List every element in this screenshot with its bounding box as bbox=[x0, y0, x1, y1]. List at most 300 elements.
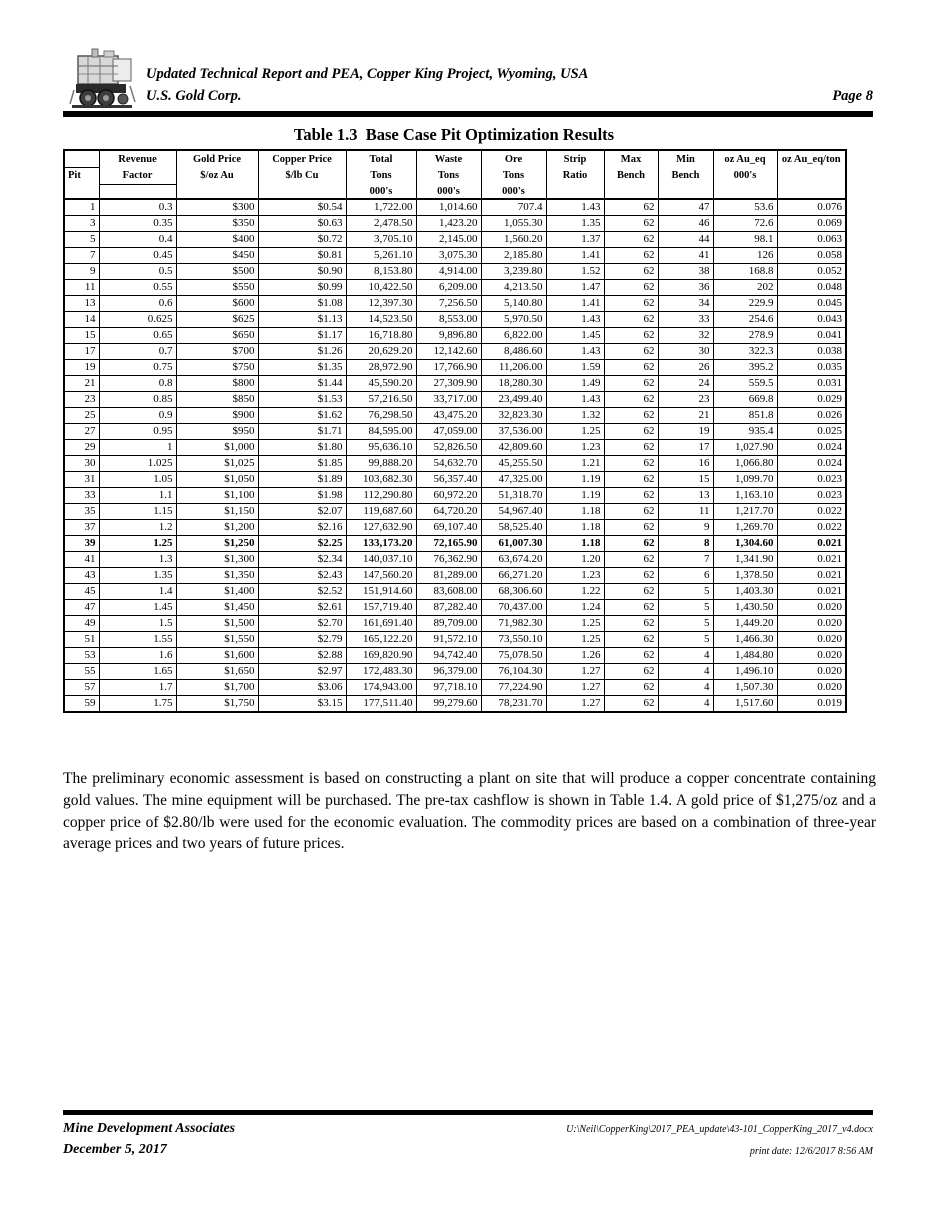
table-cell: 45 bbox=[64, 584, 99, 600]
table-cell: $2.25 bbox=[258, 536, 346, 552]
table-cell: 9 bbox=[64, 264, 99, 280]
table-cell: 28,972.90 bbox=[346, 360, 416, 376]
header-cell bbox=[658, 184, 713, 199]
table-cell: 0.9 bbox=[99, 408, 176, 424]
table-cell: 30 bbox=[64, 456, 99, 472]
table-cell: 0.048 bbox=[777, 280, 846, 296]
table-cell: $2.16 bbox=[258, 520, 346, 536]
table-cell: 322.3 bbox=[713, 344, 777, 360]
table-cell: $2.52 bbox=[258, 584, 346, 600]
table-cell: 3,705.10 bbox=[346, 232, 416, 248]
table-cell: 37 bbox=[64, 520, 99, 536]
table-cell: 1.2 bbox=[99, 520, 176, 536]
table-cell: 395.2 bbox=[713, 360, 777, 376]
table-cell: 81,289.00 bbox=[416, 568, 481, 584]
table-cell: 127,632.90 bbox=[346, 520, 416, 536]
table-cell: $0.54 bbox=[258, 199, 346, 216]
table-cell: 1.75 bbox=[99, 696, 176, 713]
table-cell: 0.022 bbox=[777, 504, 846, 520]
table-cell: 2,185.80 bbox=[481, 248, 546, 264]
table-cell: 1.27 bbox=[546, 696, 604, 713]
table-cell: 0.7 bbox=[99, 344, 176, 360]
table-cell: 69,107.40 bbox=[416, 520, 481, 536]
table-cell: $1,050 bbox=[176, 472, 258, 488]
table-cell: 53 bbox=[64, 648, 99, 664]
table-cell: 33 bbox=[64, 488, 99, 504]
table-cell: $1.89 bbox=[258, 472, 346, 488]
table-cell: 4 bbox=[658, 680, 713, 696]
table-row bbox=[64, 296, 846, 312]
table-cell: 62 bbox=[604, 552, 658, 568]
table-cell: 58,525.40 bbox=[481, 520, 546, 536]
table-cell: $350 bbox=[176, 216, 258, 232]
table-cell: 0.076 bbox=[777, 199, 846, 216]
table-cell: 2,478.50 bbox=[346, 216, 416, 232]
table-cell: 52,826.50 bbox=[416, 440, 481, 456]
table-row bbox=[64, 520, 846, 536]
table-row bbox=[64, 472, 846, 488]
table-row bbox=[64, 424, 846, 440]
table-cell: 177,511.40 bbox=[346, 696, 416, 713]
table-cell: 0.45 bbox=[99, 248, 176, 264]
table-cell: 62 bbox=[604, 696, 658, 713]
table-cell: 21 bbox=[658, 408, 713, 424]
table-cell: 23,499.40 bbox=[481, 392, 546, 408]
table-cell: 0.4 bbox=[99, 232, 176, 248]
table-cell: 1,560.20 bbox=[481, 232, 546, 248]
table-cell: 47,325.00 bbox=[481, 472, 546, 488]
table-cell: 62 bbox=[604, 648, 658, 664]
table-cell: 0.026 bbox=[777, 408, 846, 424]
table-cell: 1.65 bbox=[99, 664, 176, 680]
table-cell: 70,437.00 bbox=[481, 600, 546, 616]
table-cell: 0.043 bbox=[777, 312, 846, 328]
table-cell: 0.55 bbox=[99, 280, 176, 296]
header-rule bbox=[63, 111, 873, 117]
table-cell: $1,250 bbox=[176, 536, 258, 552]
table-cell: 9,896.80 bbox=[416, 328, 481, 344]
header-cell bbox=[64, 184, 99, 199]
table-cell: 1 bbox=[64, 199, 99, 216]
table-cell: 1,423.20 bbox=[416, 216, 481, 232]
table-cell: 1.45 bbox=[99, 600, 176, 616]
table-cell: 66,271.20 bbox=[481, 568, 546, 584]
table-cell: 112,290.80 bbox=[346, 488, 416, 504]
table-row bbox=[64, 264, 846, 280]
table-row bbox=[64, 344, 846, 360]
table-cell: 1.25 bbox=[99, 536, 176, 552]
table-row bbox=[64, 488, 846, 504]
table-cell: 62 bbox=[604, 344, 658, 360]
table-cell: 669.8 bbox=[713, 392, 777, 408]
table-cell: 1.23 bbox=[546, 440, 604, 456]
table-cell: 0.045 bbox=[777, 296, 846, 312]
table-cell: 1.52 bbox=[546, 264, 604, 280]
table-cell: 1,403.30 bbox=[713, 584, 777, 600]
table-cell: 0.35 bbox=[99, 216, 176, 232]
table-cell: 1.7 bbox=[99, 680, 176, 696]
table-cell: 57,216.50 bbox=[346, 392, 416, 408]
table-cell: 1,055.30 bbox=[481, 216, 546, 232]
table-cell: 24 bbox=[658, 376, 713, 392]
table-cell: 172,483.30 bbox=[346, 664, 416, 680]
table-cell: $1.85 bbox=[258, 456, 346, 472]
table-cell: 1,163.10 bbox=[713, 488, 777, 504]
table-cell: 5,970.50 bbox=[481, 312, 546, 328]
table-cell: $1.71 bbox=[258, 424, 346, 440]
table-cell: 16,718.80 bbox=[346, 328, 416, 344]
table-cell: 62 bbox=[604, 584, 658, 600]
table-cell: 62 bbox=[604, 472, 658, 488]
table-cell: 83,608.00 bbox=[416, 584, 481, 600]
table-cell: 1.05 bbox=[99, 472, 176, 488]
table-cell: 54,632.70 bbox=[416, 456, 481, 472]
table-cell: $1,400 bbox=[176, 584, 258, 600]
table-cell: $600 bbox=[176, 296, 258, 312]
table-cell: 41 bbox=[658, 248, 713, 264]
table-cell: $1,350 bbox=[176, 568, 258, 584]
table-cell: 1,496.10 bbox=[713, 664, 777, 680]
table-cell: 0.3 bbox=[99, 199, 176, 216]
table-cell: 169,820.90 bbox=[346, 648, 416, 664]
table-cell: 8,153.80 bbox=[346, 264, 416, 280]
table-cell: 1.23 bbox=[546, 568, 604, 584]
table-cell: 1,378.50 bbox=[713, 568, 777, 584]
table-cell: $2.61 bbox=[258, 600, 346, 616]
table-cell: 43,475.20 bbox=[416, 408, 481, 424]
table-cell: 1.21 bbox=[546, 456, 604, 472]
table-cell: 5 bbox=[658, 616, 713, 632]
table-cell: 0.024 bbox=[777, 440, 846, 456]
table-cell: 98.1 bbox=[713, 232, 777, 248]
table-cell: 5 bbox=[658, 600, 713, 616]
table-cell: 1.26 bbox=[546, 648, 604, 664]
table-cell: $1.80 bbox=[258, 440, 346, 456]
table-cell: 6 bbox=[658, 568, 713, 584]
company-logo-icon bbox=[66, 46, 140, 112]
table-row bbox=[64, 456, 846, 472]
table-cell: 4 bbox=[658, 664, 713, 680]
table-row bbox=[64, 552, 846, 568]
table-cell: 62 bbox=[604, 392, 658, 408]
table-row bbox=[64, 568, 846, 584]
table-cell: $1,025 bbox=[176, 456, 258, 472]
company-name: U.S. Gold Corp. bbox=[146, 88, 242, 104]
table-cell: 1.025 bbox=[99, 456, 176, 472]
table-cell: $1.08 bbox=[258, 296, 346, 312]
header-cell: Waste bbox=[416, 150, 481, 167]
header-cell bbox=[713, 184, 777, 199]
table-row bbox=[64, 376, 846, 392]
table-cell: 9 bbox=[658, 520, 713, 536]
table-cell: $1.26 bbox=[258, 344, 346, 360]
header-cell: Min bbox=[658, 150, 713, 167]
footer-date: December 5, 2017 bbox=[63, 1142, 167, 1157]
table-cell: 278.9 bbox=[713, 328, 777, 344]
header-cell: Copper Price bbox=[258, 150, 346, 167]
table-cell: 161,691.40 bbox=[346, 616, 416, 632]
table-cell: 1,466.30 bbox=[713, 632, 777, 648]
table-cell: 72.6 bbox=[713, 216, 777, 232]
footer-company: Mine Development Associates bbox=[63, 1121, 236, 1136]
table-cell: 0.8 bbox=[99, 376, 176, 392]
table-cell: 133,173.20 bbox=[346, 536, 416, 552]
table-cell: 0.035 bbox=[777, 360, 846, 376]
table-cell: 13 bbox=[658, 488, 713, 504]
table-cell: $3.06 bbox=[258, 680, 346, 696]
table-cell: 11 bbox=[64, 280, 99, 296]
table-row bbox=[64, 199, 846, 216]
table-cell: 62 bbox=[604, 504, 658, 520]
table-cell: 62 bbox=[604, 440, 658, 456]
table-cell: 0.022 bbox=[777, 520, 846, 536]
table-cell: 51,318.70 bbox=[481, 488, 546, 504]
table-cell: 3,239.80 bbox=[481, 264, 546, 280]
table-cell: $0.99 bbox=[258, 280, 346, 296]
table-cell: 851.8 bbox=[713, 408, 777, 424]
table-cell: 935.4 bbox=[713, 424, 777, 440]
header-cell: $/oz Au bbox=[176, 167, 258, 184]
table-cell: 4 bbox=[658, 648, 713, 664]
table-cell: 62 bbox=[604, 280, 658, 296]
table-cell: 14,523.50 bbox=[346, 312, 416, 328]
table-row bbox=[64, 504, 846, 520]
table-cell: 36 bbox=[658, 280, 713, 296]
header-cell: oz Au_eq bbox=[713, 150, 777, 167]
table-cell: $1,150 bbox=[176, 504, 258, 520]
table-cell: $800 bbox=[176, 376, 258, 392]
table-cell: 0.6 bbox=[99, 296, 176, 312]
table-cell: 0.021 bbox=[777, 552, 846, 568]
table-cell: 13 bbox=[64, 296, 99, 312]
table-header bbox=[64, 150, 846, 199]
table-cell: 0.052 bbox=[777, 264, 846, 280]
table-cell: 1,484.80 bbox=[713, 648, 777, 664]
table-cell: 27,309.90 bbox=[416, 376, 481, 392]
table-cell: 0.025 bbox=[777, 424, 846, 440]
table-cell: 62 bbox=[604, 296, 658, 312]
table-row bbox=[64, 632, 846, 648]
table-cell: 27 bbox=[64, 424, 99, 440]
table-cell: 1.41 bbox=[546, 248, 604, 264]
table-cell: 8,553.00 bbox=[416, 312, 481, 328]
table-cell: 49 bbox=[64, 616, 99, 632]
table-cell: $650 bbox=[176, 328, 258, 344]
table-cell: 1.19 bbox=[546, 488, 604, 504]
table-cell: 0.021 bbox=[777, 584, 846, 600]
table-cell: 44 bbox=[658, 232, 713, 248]
table-cell: 1.19 bbox=[546, 472, 604, 488]
table-cell: 1.41 bbox=[546, 296, 604, 312]
header-cell: oz Au_eq/ton bbox=[777, 150, 846, 167]
table-row bbox=[64, 280, 846, 296]
table-cell: 18,280.30 bbox=[481, 376, 546, 392]
table-cell: 1.35 bbox=[546, 216, 604, 232]
table-row bbox=[64, 216, 846, 232]
table-cell: 0.020 bbox=[777, 616, 846, 632]
table-cell: 4,213.50 bbox=[481, 280, 546, 296]
table-cell: $0.81 bbox=[258, 248, 346, 264]
table-cell: 39 bbox=[64, 536, 99, 552]
table-cell: 17 bbox=[658, 440, 713, 456]
table-cell: 62 bbox=[604, 616, 658, 632]
table-row bbox=[64, 664, 846, 680]
table-cell: 7,256.50 bbox=[416, 296, 481, 312]
table-cell: 1,517.60 bbox=[713, 696, 777, 713]
table-cell: 62 bbox=[604, 600, 658, 616]
table-cell: 103,682.30 bbox=[346, 472, 416, 488]
table-cell: 64,720.20 bbox=[416, 504, 481, 520]
table-cell: 0.95 bbox=[99, 424, 176, 440]
table-cell: 119,687.60 bbox=[346, 504, 416, 520]
header-cell: Bench bbox=[658, 167, 713, 184]
table-cell: 53.6 bbox=[713, 199, 777, 216]
page-number: Page 8 bbox=[832, 88, 873, 104]
table-cell: $500 bbox=[176, 264, 258, 280]
table-cell: $1.98 bbox=[258, 488, 346, 504]
table-row bbox=[64, 312, 846, 328]
table-cell: 54,967.40 bbox=[481, 504, 546, 520]
table-cell: 99,279.60 bbox=[416, 696, 481, 713]
table-cell: 1,217.70 bbox=[713, 504, 777, 520]
table-cell: 32 bbox=[658, 328, 713, 344]
header-cell: 000's bbox=[481, 184, 546, 199]
header-cell bbox=[176, 184, 258, 199]
table-cell: 96,379.00 bbox=[416, 664, 481, 680]
table-cell: 5,140.80 bbox=[481, 296, 546, 312]
table-cell: 15 bbox=[64, 328, 99, 344]
table-cell: 34 bbox=[658, 296, 713, 312]
footer-file-path: U:\Neil\CopperKing\2017_PEA_update\43-101_CopperKing_2017_v4.docx bbox=[566, 1124, 873, 1135]
table-cell: 56,357.40 bbox=[416, 472, 481, 488]
table-cell: 17,766.90 bbox=[416, 360, 481, 376]
table-cell: 1,304.60 bbox=[713, 536, 777, 552]
table-cell: 3 bbox=[64, 216, 99, 232]
table-cell: 16 bbox=[658, 456, 713, 472]
table-cell: 76,362.90 bbox=[416, 552, 481, 568]
table-row bbox=[64, 232, 846, 248]
table-cell: $1,450 bbox=[176, 600, 258, 616]
table-cell: 7 bbox=[658, 552, 713, 568]
table-cell: 95,636.10 bbox=[346, 440, 416, 456]
table-cell: $1,750 bbox=[176, 696, 258, 713]
table-cell: 8,486.60 bbox=[481, 344, 546, 360]
table-cell: 76,298.50 bbox=[346, 408, 416, 424]
table-cell: 57 bbox=[64, 680, 99, 696]
header-cell: 000's bbox=[416, 184, 481, 199]
table-cell: 26 bbox=[658, 360, 713, 376]
report-title: Updated Technical Report and PEA, Copper King Project, Wyoming, USA bbox=[146, 66, 589, 82]
table-cell: 62 bbox=[604, 232, 658, 248]
table-cell: 31 bbox=[64, 472, 99, 488]
footer-print-date: print date: 12/6/2017 8:56 AM bbox=[749, 1146, 873, 1157]
table-cell: 1.25 bbox=[546, 616, 604, 632]
header-cell: 000's bbox=[713, 167, 777, 184]
header-cell bbox=[604, 184, 658, 199]
table-cell: 76,104.30 bbox=[481, 664, 546, 680]
table-cell: 75,078.50 bbox=[481, 648, 546, 664]
table-cell: 62 bbox=[604, 680, 658, 696]
table-cell: 1,014.60 bbox=[416, 199, 481, 216]
table-cell: 254.6 bbox=[713, 312, 777, 328]
table-cell: 1.35 bbox=[99, 568, 176, 584]
table-cell: 45,255.50 bbox=[481, 456, 546, 472]
table-cell: 0.069 bbox=[777, 216, 846, 232]
table-cell: 707.4 bbox=[481, 199, 546, 216]
table-cell: 62 bbox=[604, 376, 658, 392]
table-cell: 0.75 bbox=[99, 360, 176, 376]
table-cell: 0.038 bbox=[777, 344, 846, 360]
table-cell: 91,572.10 bbox=[416, 632, 481, 648]
table-cell: 1.25 bbox=[546, 424, 604, 440]
table-cell: 99,888.20 bbox=[346, 456, 416, 472]
table-cell: 62 bbox=[604, 248, 658, 264]
header-cell: 000's bbox=[346, 184, 416, 199]
table-cell: 168.8 bbox=[713, 264, 777, 280]
table-cell: 17 bbox=[64, 344, 99, 360]
table-title: Table 1.3 Base Case Pit Optimization Results bbox=[293, 125, 615, 144]
table-cell: 62 bbox=[604, 664, 658, 680]
table-cell: 1.32 bbox=[546, 408, 604, 424]
table-cell: 19 bbox=[658, 424, 713, 440]
table-cell: 43 bbox=[64, 568, 99, 584]
table-cell: $2.70 bbox=[258, 616, 346, 632]
table-cell: 62 bbox=[604, 328, 658, 344]
table-cell: 1,722.00 bbox=[346, 199, 416, 216]
table-cell: $1.17 bbox=[258, 328, 346, 344]
table-row bbox=[64, 360, 846, 376]
table-cell: $3.15 bbox=[258, 696, 346, 713]
table-row bbox=[64, 392, 846, 408]
table-cell: $1,200 bbox=[176, 520, 258, 536]
header-cell: Total bbox=[346, 150, 416, 167]
table-cell: 0.058 bbox=[777, 248, 846, 264]
table-cell: 1.1 bbox=[99, 488, 176, 504]
table-cell: 0.625 bbox=[99, 312, 176, 328]
table-cell: 19 bbox=[64, 360, 99, 376]
table-cell: $1,000 bbox=[176, 440, 258, 456]
footer-rule bbox=[63, 1110, 873, 1115]
table-cell: 62 bbox=[604, 568, 658, 584]
table-cell: 3,075.30 bbox=[416, 248, 481, 264]
table-cell: 0.5 bbox=[99, 264, 176, 280]
table-cell: 59 bbox=[64, 696, 99, 713]
table-cell: 1 bbox=[99, 440, 176, 456]
table-cell: 1.43 bbox=[546, 312, 604, 328]
table-cell: 1.59 bbox=[546, 360, 604, 376]
table-cell: 126 bbox=[713, 248, 777, 264]
table-cell: 62 bbox=[604, 199, 658, 216]
table-cell: 10,422.50 bbox=[346, 280, 416, 296]
table-cell: $1,500 bbox=[176, 616, 258, 632]
table-cell: 1.37 bbox=[546, 232, 604, 248]
table-cell: 1.55 bbox=[99, 632, 176, 648]
table-cell: 0.041 bbox=[777, 328, 846, 344]
table-cell: 55 bbox=[64, 664, 99, 680]
table-cell: 5 bbox=[658, 632, 713, 648]
table-cell: 0.029 bbox=[777, 392, 846, 408]
table-cell: $2.79 bbox=[258, 632, 346, 648]
table-cell: 1.18 bbox=[546, 536, 604, 552]
table-cell: 30 bbox=[658, 344, 713, 360]
table-cell: 25 bbox=[64, 408, 99, 424]
header-cell: Tons bbox=[346, 167, 416, 184]
table-cell: 0.65 bbox=[99, 328, 176, 344]
table-cell: 23 bbox=[64, 392, 99, 408]
header-cell bbox=[546, 184, 604, 199]
table-cell: 1,269.70 bbox=[713, 520, 777, 536]
table-cell: 1.47 bbox=[546, 280, 604, 296]
